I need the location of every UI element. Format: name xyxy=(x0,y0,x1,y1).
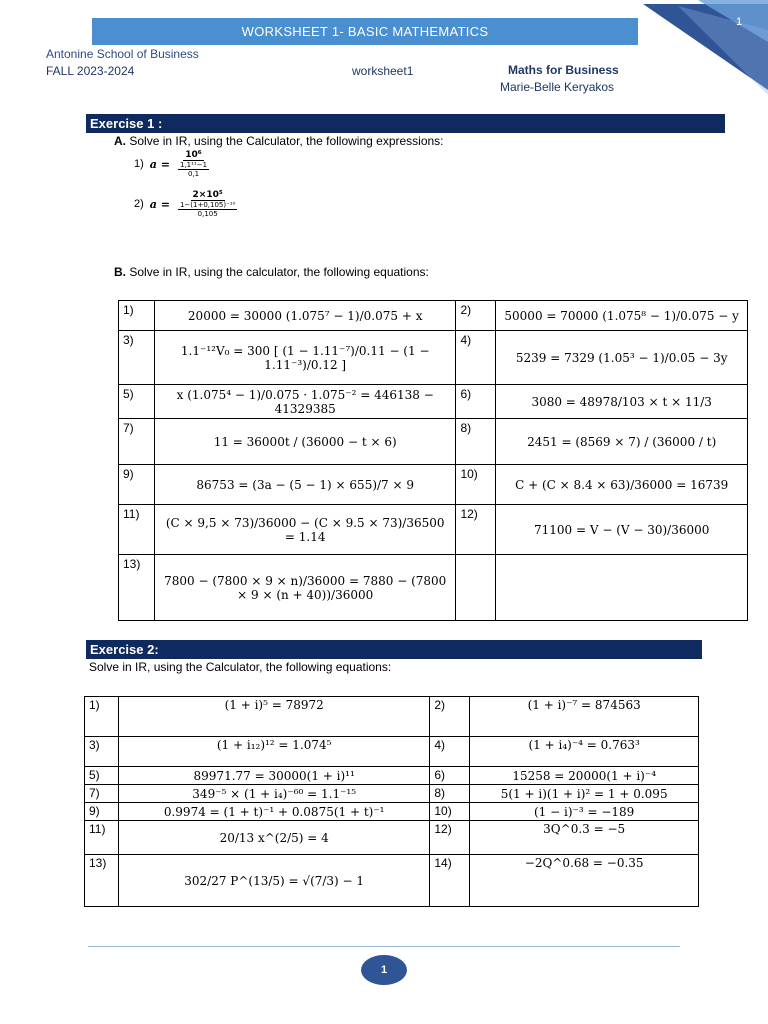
exercise1-title: Exercise 1 : xyxy=(90,116,163,131)
exercise1-part-a xyxy=(114,134,444,148)
expression-lhs: a = xyxy=(149,197,170,211)
expression-1 xyxy=(134,150,211,178)
worksheet-title-bar xyxy=(92,18,638,45)
equation: 5239 = 7329 (1.05³ − 1)/0.05 − 3y xyxy=(496,331,748,385)
table-row xyxy=(119,301,748,331)
exercise1-header xyxy=(86,114,725,133)
equation-number: 6) xyxy=(430,767,470,785)
equation-number: 13) xyxy=(85,855,119,907)
exercise2-equation-table xyxy=(84,696,699,907)
worksheet-label: worksheet1 xyxy=(352,64,414,78)
equation: 50000 = 70000 (1.075⁸ − 1)/0.075 − y xyxy=(496,301,748,331)
equation xyxy=(496,555,748,621)
equation-number: 12) xyxy=(456,505,496,555)
exercise1-part-b xyxy=(114,265,429,279)
exercise1-equation-table xyxy=(118,300,748,621)
term: FALL 2023-2024 xyxy=(46,64,135,78)
course-name: Maths for Business xyxy=(508,63,619,77)
equation: 11 = 36000t / (36000 − t × 6) xyxy=(154,419,455,465)
table-row xyxy=(85,821,699,855)
worksheet-title: WORKSHEET 1- BASIC MATHEMATICS xyxy=(241,24,489,39)
expression-number: 2) xyxy=(134,198,144,210)
equation: 86753 = (3a − (5 − 1) × 655)/7 × 9 xyxy=(154,465,455,505)
footer-divider xyxy=(88,946,680,947)
equation-number: 5) xyxy=(119,385,155,419)
equation-number xyxy=(456,555,496,621)
equation: (1 + i₁₂)¹² = 1.074⁵ xyxy=(118,737,429,767)
equation: (1 + i)⁻⁷ = 874563 xyxy=(470,697,699,737)
equation-number: 13) xyxy=(119,555,155,621)
expression-top: 10⁶ xyxy=(185,150,202,160)
expression-mid-den: 0,105 xyxy=(197,210,218,218)
equation: x (1.075⁴ − 1)/0.075 · 1.075⁻² = 446138 − 41329385 xyxy=(154,385,455,419)
equation-number: 11) xyxy=(85,821,119,855)
equation: 7800 − (7800 × 9 × n)/36000 = 7880 − (7800 × 9 × (n + 40))/36000 xyxy=(154,555,455,621)
equation: 71100 = V − (V − 30)/36000 xyxy=(496,505,748,555)
equation-number: 2) xyxy=(430,697,470,737)
equation-number: 3) xyxy=(119,331,155,385)
page-number-badge: 1 xyxy=(361,955,407,985)
table-row xyxy=(85,785,699,803)
equation: C + (C × 8.4 × 63)/36000 = 16739 xyxy=(496,465,748,505)
equation: 5(1 + i)(1 + i)² = 1 + 0.095 xyxy=(470,785,699,803)
table-row xyxy=(119,419,748,465)
corner-page-number: 1 xyxy=(736,16,743,28)
equation-number: 6) xyxy=(456,385,496,419)
equation-number: 7) xyxy=(85,785,119,803)
equation: 15258 = 20000(1 + i)⁻⁴ xyxy=(470,767,699,785)
equation-number: 10) xyxy=(456,465,496,505)
equation: 1.1⁻¹²V₀ = 300 [ (1 − 1.11⁻⁷)/0.11 − (1 − 1.11⁻³)/0.12 ] xyxy=(154,331,455,385)
equation: 3080 = 48978/103 × t × 11/3 xyxy=(496,385,748,419)
expression-mid-den: 0,1 xyxy=(187,170,200,178)
table-row xyxy=(119,331,748,385)
table-row xyxy=(85,697,699,737)
equation-number: 12) xyxy=(430,821,470,855)
table-row xyxy=(85,767,699,785)
part-b-text: Solve in IR, using the calculator, the following equations: xyxy=(129,265,429,279)
equation: 302/27 P^(13/5) = √(7/3) − 1 xyxy=(118,855,429,907)
equation-number: 4) xyxy=(456,331,496,385)
exercise2-header xyxy=(86,640,702,659)
equation: 20000 = 30000 (1.075⁷ − 1)/0.075 + x xyxy=(154,301,455,331)
table-row xyxy=(119,465,748,505)
teacher-name: Marie-Belle Keryakos xyxy=(500,80,615,94)
equation-number: 1) xyxy=(119,301,155,331)
equation: (1 + i)⁵ = 78972 xyxy=(118,697,429,737)
equation: −2Q^0.68 = −0.35 xyxy=(470,855,699,907)
equation-number: 4) xyxy=(430,737,470,767)
corner-decoration-icon xyxy=(638,0,768,100)
table-row xyxy=(119,505,748,555)
table-row xyxy=(85,737,699,767)
table-row xyxy=(119,385,748,419)
expression-2 xyxy=(134,190,239,218)
exercise2-title: Exercise 2: xyxy=(90,642,159,657)
equation: 89971.77 = 30000(1 + i)¹¹ xyxy=(118,767,429,785)
part-b-label: B. xyxy=(114,265,126,279)
equation: 0.9974 = (1 + t)⁻¹ + 0.0875(1 + t)⁻¹ xyxy=(118,803,429,821)
expression-top: 2×10⁵ xyxy=(192,190,223,200)
equation-number: 1) xyxy=(85,697,119,737)
expression-number: 1) xyxy=(134,158,144,170)
equation: (1 + i₄)⁻⁴ = 0.763³ xyxy=(470,737,699,767)
exercise2-instruction: Solve in IR, using the Calculator, the following equations: xyxy=(89,660,392,674)
equation: 3Q^0.3 = −5 xyxy=(470,821,699,855)
table-row xyxy=(119,555,748,621)
equation-number: 11) xyxy=(119,505,155,555)
equation-number: 9) xyxy=(85,803,119,821)
equation: (C × 9,5 × 73)/36000 − (C × 9.5 × 73)/36500 = 1.14 xyxy=(154,505,455,555)
part-a-label: A. xyxy=(114,134,126,148)
equation-number: 9) xyxy=(119,465,155,505)
equation-number: 8) xyxy=(430,785,470,803)
part-a-text: Solve in IR, using the Calculator, the following expressions: xyxy=(129,134,444,148)
equation-number: 14) xyxy=(430,855,470,907)
equation-number: 7) xyxy=(119,419,155,465)
school-name: Antonine School of Business xyxy=(46,47,199,61)
equation: 2451 = (8569 × 7) / (36000 / t) xyxy=(496,419,748,465)
equation: 349⁻⁵ × (1 + i₄)⁻⁶⁰ = 1.1⁻¹⁵ xyxy=(118,785,429,803)
equation-number: 5) xyxy=(85,767,119,785)
equation: 20/13 x^(2/5) = 4 xyxy=(118,821,429,855)
expression-mid-num: 1−(1+0,105)⁻¹⁰ xyxy=(179,201,236,209)
table-row xyxy=(85,803,699,821)
equation-number: 8) xyxy=(456,419,496,465)
equation-number: 3) xyxy=(85,737,119,767)
table-row xyxy=(85,855,699,907)
equation-number: 10) xyxy=(430,803,470,821)
expression-lhs: a = xyxy=(149,157,170,171)
expression-mid-num: 1,1¹¹−1 xyxy=(179,161,208,169)
equation-number: 2) xyxy=(456,301,496,331)
equation: (1 − i)⁻³ = −189 xyxy=(470,803,699,821)
